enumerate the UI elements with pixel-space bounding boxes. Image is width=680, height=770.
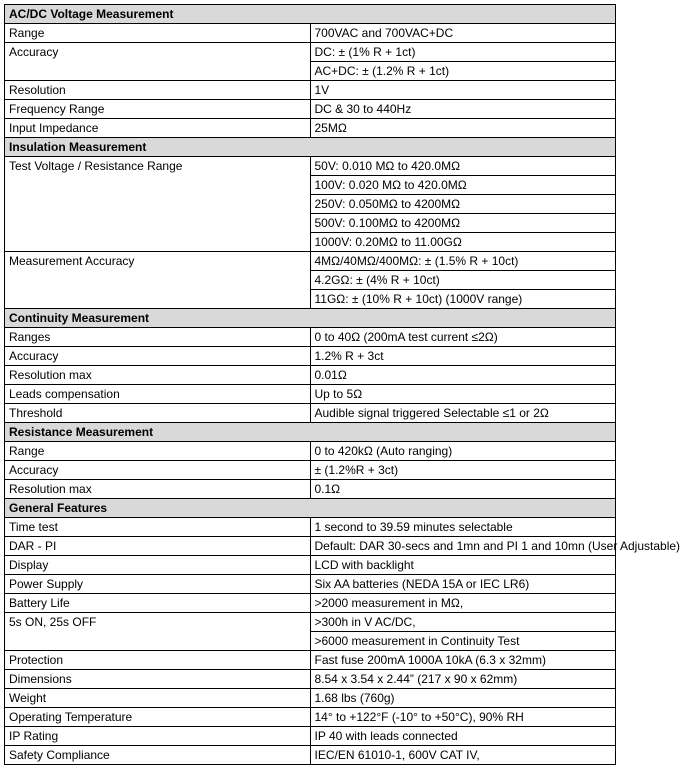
spec-label: Range	[5, 24, 311, 43]
spec-label: Range	[5, 442, 311, 461]
spec-label: Measurement Accuracy	[5, 252, 311, 309]
spec-label: Time test	[5, 518, 311, 537]
table-row	[5, 556, 616, 575]
table-row	[5, 575, 616, 594]
spec-value: 1 second to 39.59 minutes selectable	[310, 518, 616, 537]
spec-label: IP Rating	[5, 727, 311, 746]
spec-label: Leads compensation	[5, 385, 311, 404]
table-row	[5, 328, 616, 347]
section-header-row	[5, 309, 616, 328]
section-header-row	[5, 423, 616, 442]
table-row	[5, 404, 616, 423]
table-row	[5, 613, 616, 632]
spec-value: AC+DC: ± (1.2% R + 1ct)	[310, 62, 616, 81]
spec-value: 1V	[310, 81, 616, 100]
spec-value: 0 to 420kΩ (Auto ranging)	[310, 442, 616, 461]
table-row	[5, 480, 616, 499]
spec-value: DC: ± (1% R + 1ct)	[310, 43, 616, 62]
spec-value: Six AA batteries (NEDA 15A or IEC LR6)	[310, 575, 616, 594]
spec-label: Resolution	[5, 81, 311, 100]
spec-value: 0.01Ω	[310, 366, 616, 385]
table-row	[5, 100, 616, 119]
section-header-row	[5, 499, 616, 518]
table-row	[5, 518, 616, 537]
table-row	[5, 24, 616, 43]
spec-label: Resolution max	[5, 366, 311, 385]
spec-label: Frequency Range	[5, 100, 311, 119]
spec-label: Test Voltage / Resistance Range	[5, 157, 311, 252]
spec-label: Protection	[5, 651, 311, 670]
spec-value: >2000 measurement in MΩ,	[310, 594, 616, 613]
table-row	[5, 594, 616, 613]
spec-value: >6000 measurement in Continuity Test	[310, 632, 616, 651]
spec-value: >300h in V AC/DC,	[310, 613, 616, 632]
spec-value: 1000V: 0.20MΩ to 11.00GΩ	[310, 233, 616, 252]
section-header-row	[5, 138, 616, 157]
spec-value: 0 to 40Ω (200mA test current ≤2Ω)	[310, 328, 616, 347]
table-row	[5, 727, 616, 746]
spec-value: 1.68 lbs (760g)	[310, 689, 616, 708]
spec-label: Dimensions	[5, 670, 311, 689]
spec-label: DAR - PI	[5, 537, 311, 556]
table-row	[5, 385, 616, 404]
spec-label: Display	[5, 556, 311, 575]
spec-value: DC & 30 to 440Hz	[310, 100, 616, 119]
spec-value: 8.54 x 3.54 x 2.44” (217 x 90 x 62mm)	[310, 670, 616, 689]
spec-value: Audible signal triggered Selectable ≤1 or 2Ω	[310, 404, 616, 423]
spec-label: Accuracy	[5, 347, 311, 366]
spec-label: Input Impedance	[5, 119, 311, 138]
spec-value: 50V: 0.010 MΩ to 420.0MΩ	[310, 157, 616, 176]
spec-label: Accuracy	[5, 461, 311, 480]
spec-label: Ranges	[5, 328, 311, 347]
spec-value: ± (1.2%R + 3ct)	[310, 461, 616, 480]
spec-label: 5s ON, 25s OFF	[5, 613, 311, 651]
spec-label: Weight	[5, 689, 311, 708]
spec-label: Accuracy	[5, 43, 311, 81]
table-row	[5, 461, 616, 480]
spec-label: Threshold	[5, 404, 311, 423]
spec-value: Default: DAR 30-secs and 1mn and PI 1 and 10mn (User Adjustable)	[310, 537, 616, 556]
table-row	[5, 708, 616, 727]
spec-value: 0.1Ω	[310, 480, 616, 499]
spec-value: Up to 5Ω	[310, 385, 616, 404]
spec-value: 1.2% R + 3ct	[310, 347, 616, 366]
table-row	[5, 442, 616, 461]
spec-value: 4.2GΩ: ± (4% R + 10ct)	[310, 271, 616, 290]
table-row	[5, 651, 616, 670]
table-row	[5, 157, 616, 176]
spec-value: 250V: 0.050MΩ to 4200MΩ	[310, 195, 616, 214]
section-title: Insulation Measurement	[5, 138, 616, 157]
spec-value: IP 40 with leads connected	[310, 727, 616, 746]
table-row	[5, 366, 616, 385]
spec-label: Battery Life	[5, 594, 311, 613]
table-row	[5, 670, 616, 689]
section-title: AC/DC Voltage Measurement	[5, 5, 616, 24]
spec-value: 14° to +122°F (-10° to +50°C), 90% RH	[310, 708, 616, 727]
table-row	[5, 81, 616, 100]
spec-label: Safety Compliance	[5, 746, 311, 765]
spec-value: 4MΩ/40MΩ/400MΩ: ± (1.5% R + 10ct)	[310, 252, 616, 271]
spec-label: Operating Temperature	[5, 708, 311, 727]
section-header-row	[5, 5, 616, 24]
spec-value: 100V: 0.020 MΩ to 420.0MΩ	[310, 176, 616, 195]
section-title: General Features	[5, 499, 616, 518]
spec-table	[4, 4, 680, 765]
table-row	[5, 252, 616, 271]
table-row	[5, 537, 616, 556]
section-title: Continuity Measurement	[5, 309, 616, 328]
table-row	[5, 347, 616, 366]
spec-value: IEC/EN 61010-1, 600V CAT IV,	[310, 746, 616, 765]
spec-value: 700VAC and 700VAC+DC	[310, 24, 616, 43]
spec-label: Power Supply	[5, 575, 311, 594]
table-row	[5, 746, 616, 765]
spec-table-body	[5, 5, 680, 765]
spec-label: Resolution max	[5, 480, 311, 499]
spec-value: LCD with backlight	[310, 556, 616, 575]
section-title: Resistance Measurement	[5, 423, 616, 442]
spec-value: 11GΩ: ± (10% R + 10ct) (1000V range)	[310, 290, 616, 309]
spec-value: 500V: 0.100MΩ to 4200MΩ	[310, 214, 616, 233]
table-row	[5, 119, 616, 138]
spec-value: Fast fuse 200mA 1000A 10kA (6.3 x 32mm)	[310, 651, 616, 670]
spec-value: 25MΩ	[310, 119, 616, 138]
table-row	[5, 43, 616, 62]
table-row	[5, 689, 616, 708]
